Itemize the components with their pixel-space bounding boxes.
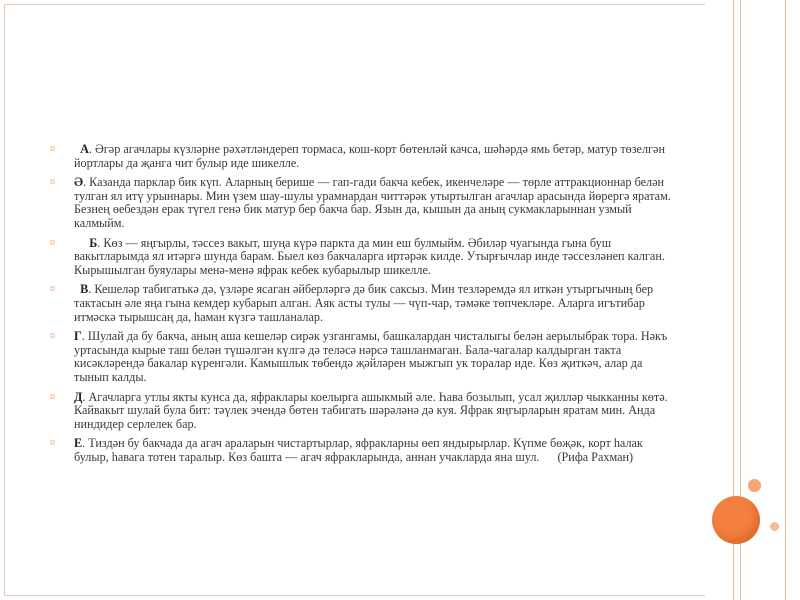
decor-circle-icon — [748, 479, 761, 492]
bullet-icon: ¤ — [50, 237, 55, 249]
paragraph-text: . Агачларга утлы якты кунса да, яфраклары коелырга ашыкмый әле. Һава бозылып, усал җилләр чыкканны көтә. Кайвакыт шулай була бит: тәүлек эчендә бөтен табигать шәрәләнә дә куя. Яфрак яңгырларын яратам мин. Анда ниндидер серлелек бар. — [74, 389, 668, 431]
paragraph-letter: Ә — [74, 175, 84, 190]
bullet-icon: ¤ — [50, 284, 55, 296]
paragraph-b — [50, 237, 680, 278]
paragraph-text: . Әгәр агачлары күзләрне рәхәтләндереп тормаса, кош-корт бөтенләй качса, шәһәрдә ямь бетәр, матур төзелгән йортлары да җанга чит булыр иде шикелле. — [74, 142, 665, 170]
paragraph-text: . Казанда парклар бик күп. Аларның берише — гап-гади бакча кебек, икенчеләре — төрле аттракционнар белән тулган ял итү урыннары. Мин үзем шау-шулы урамнардан читтәрәк утыртылган агачлар арасында йөрергә яратам. Безнең өебездән ерак түгел генә бик матур бер бакча бар. Язын да, кышын да аның сукмакларыннан узмый калмыйм. — [74, 175, 671, 230]
paragraph-e — [50, 437, 680, 464]
paragraph-ae — [50, 176, 680, 230]
paragraph-text: . Тиздән бу бакчада да агач араларын чистартырлар, яфракларны өеп яндырырлар. Күпме бөҗәк, корт һалак булыр, һавага тотен таралыр. Көз башта — агач яфракларында, аннан учакларда яна шул. — [74, 436, 643, 464]
text-body — [50, 143, 680, 470]
paragraph-letter: Д — [74, 389, 83, 404]
decor-circle-icon — [712, 496, 760, 544]
bullet-icon: ¤ — [50, 391, 55, 403]
paragraph-text: . Кешеләр табигатькә дә, үзләре ясаган әйберләргә дә бик саксыз. Мин тезләремдә ял иткән утыргычның бер тактасын әле яңа гына кемдер кубарып алган. Аяк асты тулы — чүп-чар, тәмәке төпчекләре. Аларга игътибар итмәскә тырышсаң да, һаман күзгә ташланалар. — [74, 282, 654, 324]
bullet-icon: ¤ — [50, 438, 55, 450]
paragraph-g — [50, 330, 680, 384]
paragraph-letter: Е — [74, 436, 83, 451]
paragraph-d — [50, 391, 680, 432]
author-signature: (Рифа Рахман) — [557, 449, 634, 464]
bullet-icon: ¤ — [50, 144, 55, 155]
bullet-icon: ¤ — [50, 331, 55, 343]
paragraph-letter: Г — [74, 329, 82, 344]
paragraph-a — [50, 143, 680, 170]
paragraph-letter: В — [74, 282, 89, 297]
paragraph-v — [50, 283, 680, 324]
paragraph-text: . Көз — яңгырлы, тәссез вакыт, шуңа күрә паркта да мин еш булмыйм. Әбиләр чуагында гына буш вакытларымда ял итәргә шунда барам. Быел көз бакчаларга иртәрәк килде. Утырғычлар инде тәссезләнеп калган. Кырышылган буяулары менә-менә яфрак кебек кубарылыр шикелле. — [74, 235, 665, 277]
decor-circle-icon — [770, 522, 779, 531]
side-rule — [785, 0, 786, 600]
paragraph-letter: Б — [74, 235, 98, 250]
bullet-icon: ¤ — [50, 177, 55, 189]
paragraph-letter: А — [74, 142, 89, 156]
paragraph-text: . Шулай да бу бакча, аның аша кешеләр сирәк узгангамы, башкалардан чисталыгы белән аерылыбрак тора. Нәкъ уртасында кырые таш белән түшәлгән күлгә дә теләсә нәрсә ташланмаган. Бала-чагалар калдырган такта кисәкләрендә бакалар күренгәли. Камышлык төбендә җәйләрен мыжгып ук торалар иде. Көз җиткәч, алар да тынып калды. — [74, 329, 668, 384]
